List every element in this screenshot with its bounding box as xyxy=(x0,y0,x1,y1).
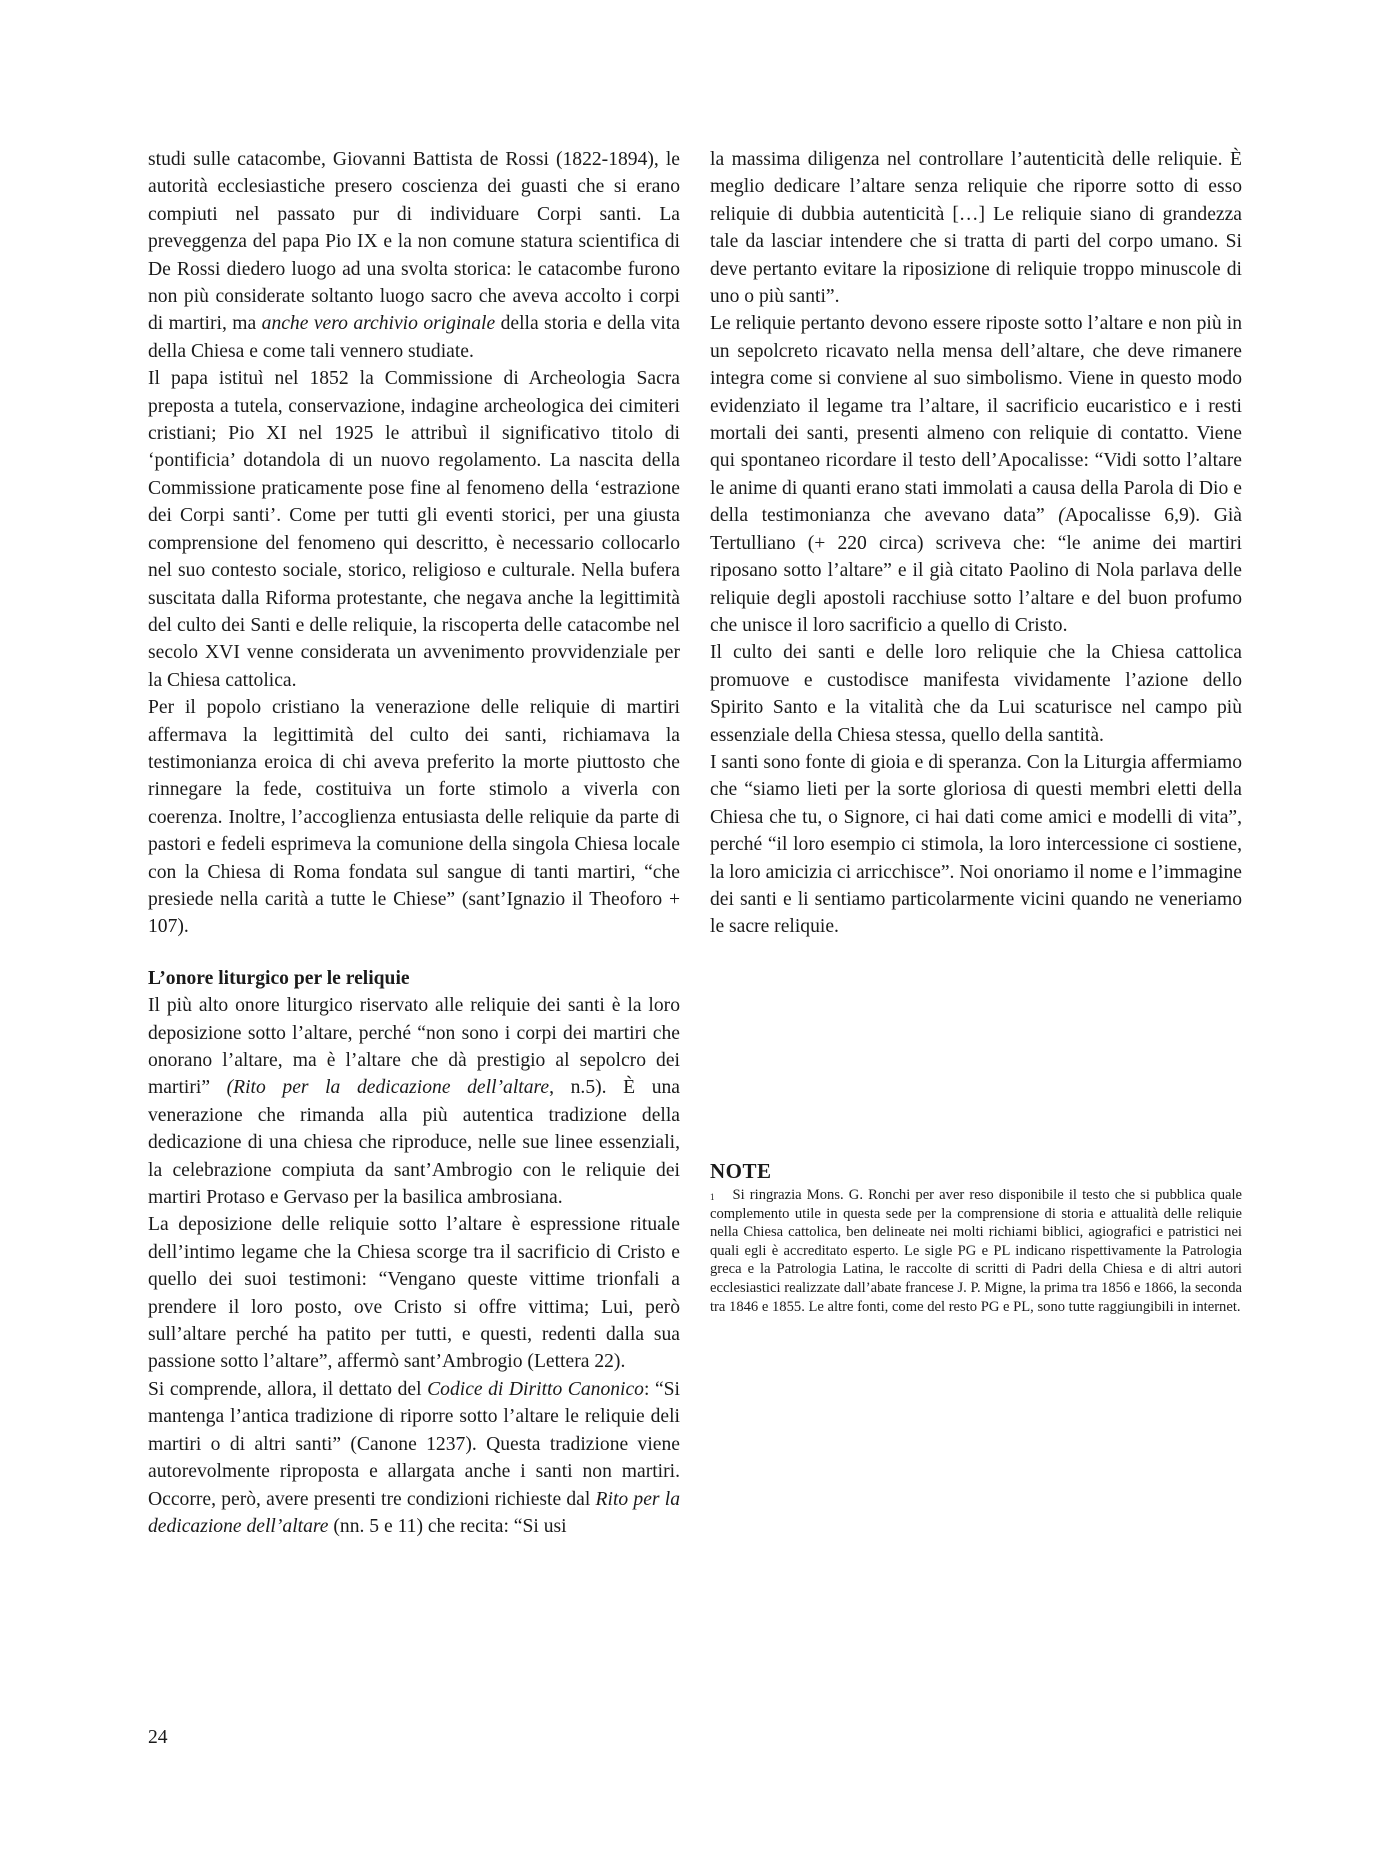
italic-text: Codice di Diritto Canonico xyxy=(427,1378,644,1400)
body-paragraph xyxy=(710,146,1242,310)
left-intro-paragraphs xyxy=(148,146,680,941)
notes-title: NOTE xyxy=(710,1159,772,1183)
text-run: I santi sono fonte di gioia e di speranza. Con la Liturgia affermiamo che “siamo lieti per la sorte gloriosa di questi membri eletti della Chiesa che tu, o Signore, ci hai dati come amici e modelli di vita”, perché “il loro esempio ci stimola, la loro intercessione ci sostiene, la loro amicizia ci arricchisce”. Noi onoriamo il nome e l’immagine dei santi e li sentiamo particolarmente vicini quando ne veneriamo le sacre reliquie. xyxy=(710,751,1242,938)
notes-section xyxy=(710,1158,1242,1316)
italic-text: anche vero archivio originale xyxy=(261,313,496,335)
body-paragraph xyxy=(710,639,1242,749)
text-run: Si comprende, allora, il dettato del xyxy=(148,1378,428,1400)
left-section-paragraphs xyxy=(148,992,680,1540)
text-run: (nn. 5 e 11) che recita: “Si usi xyxy=(328,1515,567,1537)
text-run: Le reliquie pertanto devono essere riposte sotto l’altare e non più in un sepolcreto ricavato nella mensa dell’altare, che deve rimanere integra come si conviene al suo simbolismo. Viene in questo modo evidenziato il legame tra l’altare, il sacrificio eucaristico e i resti mortali dei santi, presenti almeno con reliquie di contatto. Viene qui spontaneo ricordare il testo dell’Apocalisse: “Vidi sotto l’altare le anime di quanti erano stati immolati a causa della Parola di Dio e della testimonianza che avevano data” xyxy=(710,313,1242,527)
italic-text: (Rito per la dedicazione dell’altare xyxy=(226,1077,550,1099)
text-run: Apocalisse 6,9). Già Tertulliano (+ 220 circa) scriveva che: “le anime dei martiri riposano sotto l’altare” e il già citato Paolino di Nola parlava delle reliquie degli apostoli racchiuse sotto l’altare e del buon profumo che unisce il loro sacrificio a quello di Cristo. xyxy=(710,505,1242,636)
page-number: 24 xyxy=(148,1727,168,1748)
footnote-text: Si ringrazia Mons. G. Ronchi per aver reso disponibile il testo che si pubblica quale complemento utile in questa sede per la comprensione di storia e attualità delle reliquie nella Chiesa cattolica, ben delineate nei molti richiami biblici, agiografici e patristici nei quali egli è accreditato esperto. Le sigle PG e PL indicano rispettivamente la Patrologia greca e la Patrologia Latina, le raccolte di scritti di Padri della Chiesa e di altri autori ecclesiastici realizzate dall’abate francese J. P. Migne, la prima tra 1856 e 1866, la seconda tra 1846 e 1855. Le altre fonti, come del resto PG e PL, sono tutte raggiungibili in internet. xyxy=(710,1187,1242,1315)
text-run: Il culto dei santi e delle loro reliquie che la Chiesa cattolica promuove e custodisce manifesta vividamente l’azione dello Spirito Santo e la vitalità che da Lui scaturisce nel campo più essenziale della Chiesa stessa, quello della santità. xyxy=(710,642,1242,746)
body-paragraph xyxy=(710,749,1242,941)
body-paragraph xyxy=(148,694,680,941)
right-column xyxy=(710,146,1242,941)
left-column xyxy=(148,146,680,1540)
italic-text: Rito per la dedicazione dell’altare xyxy=(148,1488,680,1537)
text-run: La deposizione delle reliquie sotto l’altare è espressione rituale dell’intimo legame che la Chiesa scorge tra il sacrificio di Cristo e quello dei suoi testimoni: “Vengano queste vittime trionfali a prendere il loro posto, ove Cristo si offre vittima; Lui, però sull’altare perché ha patito per tutti, e questi, redenti dalla sua passione sotto l’altare”, affermò sant’Ambrogio (Lettera 22). xyxy=(148,1214,680,1373)
footnote-marker: 1 xyxy=(710,1192,715,1202)
italic-text: ( xyxy=(1058,505,1065,527)
body-paragraph xyxy=(148,992,680,1211)
text-run: la massima diligenza nel controllare l’autenticità delle reliquie. È meglio dedicare l’altare senza reliquie che riporre sotto di esso reliquie di dubbia autenticità […] Le reliquie siano di grandezza tale da lasciar intendere che si tratta di parti del corpo umano. Si deve pertanto evitare la riposizione di reliquie troppo minuscole di uno o più santi”. xyxy=(710,149,1242,308)
text-run: della storia e della vita della Chiesa e come tali vennero studiate. xyxy=(148,313,680,362)
text-run: studi sulle catacombe, Giovanni Battista de Rossi (1822-1894), le autorità ecclesiastiche presero coscienza dei guasti che si erano compiuti nel passato pur di individuare Corpi santi. La preveggenza del papa Pio IX e la non comune statura scientifica di De Rossi diedero luogo ad una svolta storica: le catacombe furono non più considerate soltanto luogo sacro che aveva accolto i corpi di martiri, ma xyxy=(148,149,680,335)
footnote-1 xyxy=(710,1186,1242,1316)
body-paragraph xyxy=(148,1376,680,1540)
section-heading: L’onore liturgico per le reliquie xyxy=(148,967,410,989)
body-paragraph xyxy=(148,1211,680,1375)
body-paragraph xyxy=(148,146,680,365)
text-run: Per il popolo cristiano la venerazione delle reliquie di martiri affermava la legittimità del culto dei santi, richiamava la testimonianza eroica di chi aveva preferito la morte piuttosto che rinnegare la fede, costituiva un forte stimolo a viverla con coerenza. Inoltre, l’accoglienza entusiasta delle reliquie da parte di pastori e fedeli esprimeva la comunione della singola Chiesa locale con la Chiesa di Roma fondata sul sangue di tanti martiri, “che presiede nella carità a tutte le Chiese” (sant’Ignazio il Theoforo + 107). xyxy=(148,697,680,938)
text-run: , n.5). È una venerazione che rimanda alla più autentica tradizione della dedicazione di una chiesa che riproduce, nelle sue linee essenziali, la celebrazione compiuta da sant’Ambrogio con le reliquie dei martiri Protaso e Gervaso per la basilica ambrosiana. xyxy=(148,1077,680,1209)
text-run: Il papa istituì nel 1852 la Commissione di Archeologia Sacra preposta a tutela, conservazione, indagine archeologica dei cimiteri cristiani; Pio XI nel 1925 le attribuì il significativo titolo di ‘pontificia’ dotandola di un nuovo regolamento. La nascita della Commissione praticamente pose fine al fenomeno della ‘estrazione dei Corpi santi’. Come per tutti gli eventi storici, per una giusta comprensione del fenomeno qui descritto, è necessario collocarlo nel suo contesto sociale, storico, religioso e culturale. Nella bufera suscitata dalla Riforma protestante, che negava anche la legittimità del culto dei Santi e delle reliquie, la riscoperta delle catacombe nel secolo XVI venne considerata un avvenimento provvidenziale per la Chiesa cattolica. xyxy=(148,368,680,691)
text-run: : “Si mantenga l’antica tradizione di riporre sotto l’altare le reliquie deli martiri o di altri santi” (Canone 1237). Questa tradizione viene autorevolmente riproposta e allargata anche i santi non martiri. Occorre, però, avere presenti tre condizioni richieste dal xyxy=(148,1378,680,1510)
body-paragraph xyxy=(148,365,680,694)
body-paragraph xyxy=(710,310,1242,639)
text-run: Il più alto onore liturgico riservato alle reliquie dei santi è la loro deposizione sotto l’altare, perché “non sono i corpi dei martiri che onorano l’altare, ma è l’altare che dà prestigio al sepolcro dei martiri” xyxy=(148,995,680,1099)
right-paragraphs xyxy=(710,146,1242,941)
